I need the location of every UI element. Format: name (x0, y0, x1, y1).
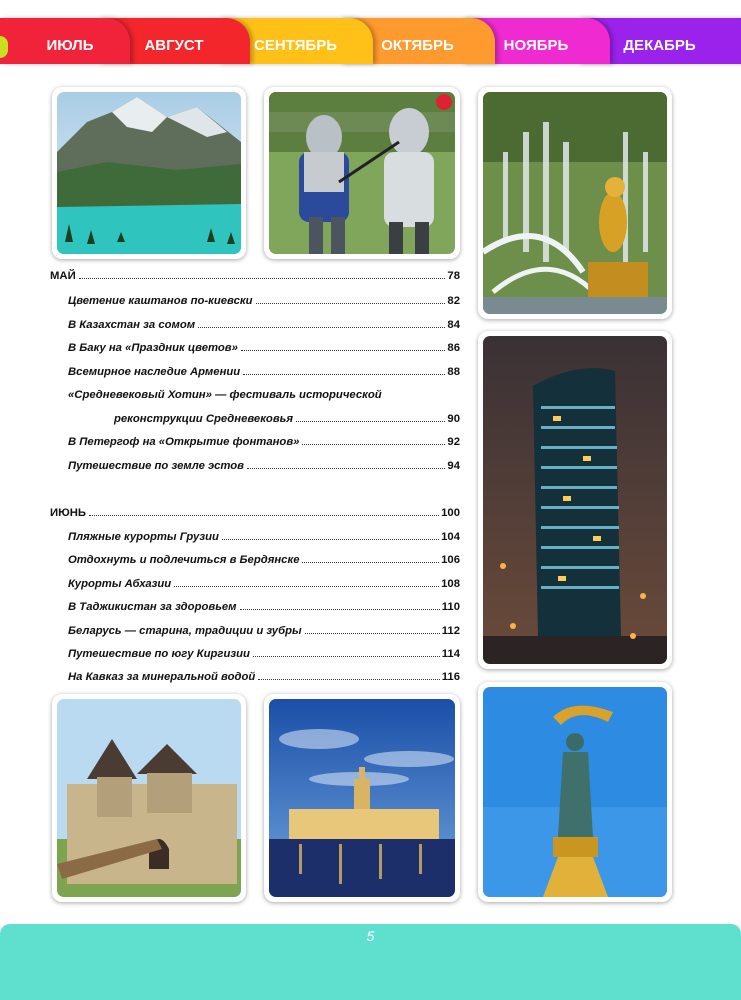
toc-dots (296, 420, 445, 422)
page-number: 5 (366, 928, 375, 944)
photo-skyscraper (478, 331, 672, 669)
fountain-image (483, 92, 667, 314)
mountain-lake-image (57, 92, 241, 254)
toc-item[interactable]: Беларусь — старина, традиции и зубры 112 (68, 625, 460, 637)
photo-night-embankment (264, 694, 460, 902)
toc-section-may[interactable]: МАЙ 78 (50, 270, 460, 282)
tab-july[interactable]: ИЮЛЬ (0, 18, 130, 64)
toc-dots (79, 277, 446, 279)
toc-dots (247, 467, 445, 469)
toc-item[interactable]: Цветение каштанов по-киевски 82 (68, 295, 460, 307)
photo-peterhof-fountain (478, 87, 672, 319)
toc-item[interactable]: На Кавказ за минеральной водой 116 (68, 671, 460, 683)
photo-mountain-lake (52, 87, 246, 259)
castle-image (57, 699, 241, 897)
toc-item[interactable]: Путешествие по земле эстов 94 (68, 460, 460, 472)
tab-november[interactable]: НОЯБРЬ (462, 18, 610, 64)
knights-image (269, 92, 455, 254)
tab-august[interactable]: АВГУСТ (98, 18, 250, 64)
table-of-contents (50, 270, 460, 690)
toc-item[interactable]: В Таджикистан за здоровьем 110 (68, 601, 460, 613)
toc-dots (302, 443, 445, 445)
toc-item[interactable]: В Баку на «Праздник цветов» 86 (68, 342, 460, 354)
toc-dots (243, 373, 445, 375)
toc-item-line1[interactable]: «Средневековый Хотин» — фестиваль исторической (68, 389, 382, 401)
footer-band (0, 924, 741, 1000)
toc-dots (222, 538, 439, 540)
tab-september[interactable]: СЕНТЯБРЬ (218, 18, 373, 64)
toc-item[interactable]: Курорты Абхазии 108 (68, 578, 460, 590)
toc-item[interactable]: Путешествие по югу Киргизии 114 (68, 648, 460, 660)
toc-item[interactable]: В Казахстан за сомом 84 (68, 319, 460, 331)
photo-castle (52, 694, 246, 902)
toc-dots (253, 655, 440, 657)
toc-dots (258, 678, 439, 680)
toc-dots (89, 514, 439, 516)
tab-october[interactable]: ОКТЯБРЬ (340, 18, 495, 64)
embankment-image (269, 699, 455, 897)
toc-item-line2[interactable]: реконструкции Средневековья 90 (114, 413, 460, 425)
toc-dots (241, 349, 446, 351)
toc-item[interactable]: Пляжные курорты Грузии 104 (68, 531, 460, 543)
toc-section-june[interactable]: ИЮНЬ 100 (50, 507, 460, 519)
toc-dots (302, 561, 439, 563)
photo-knights (264, 87, 460, 259)
toc-item[interactable]: Всемирное наследие Армении 88 (68, 366, 460, 378)
toc-dots (305, 632, 440, 634)
toc-item[interactable]: Отдохнуть и подлечиться в Бердянске 106 (68, 554, 460, 566)
toc-dots (256, 302, 446, 304)
month-tabs (0, 0, 741, 66)
toc-dots (240, 608, 440, 610)
photo-monument (478, 682, 672, 902)
tab-december[interactable]: ДЕКАБРЬ (578, 18, 741, 64)
skyscraper-image (483, 336, 667, 664)
toc-item[interactable]: В Петергоф на «Открытие фонтанов» 92 (68, 436, 460, 448)
toc-dots (174, 585, 439, 587)
monument-image (483, 687, 667, 897)
toc-dots (198, 326, 445, 328)
